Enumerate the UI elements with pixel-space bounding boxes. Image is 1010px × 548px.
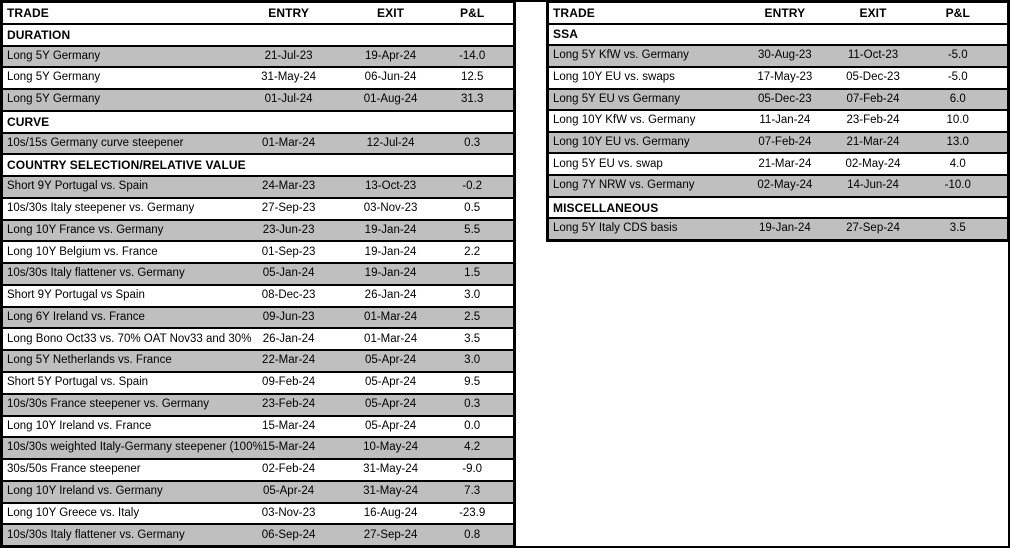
trade-cell: Long 7Y NRW vs. Germany [553, 179, 695, 192]
trade-cell: Long 5Y KfW vs. Germany [553, 49, 689, 62]
trade-cell: Long 5Y Italy CDS basis [553, 222, 678, 235]
trade-cell: Long 10Y Ireland vs. Germany [7, 484, 163, 497]
trade-row [549, 154, 1007, 176]
trade-row [3, 373, 513, 395]
trade-cell: Short 9Y Portugal vs. Spain [7, 180, 149, 193]
trade-row [3, 242, 513, 264]
section-title: COUNTRY SELECTION/RELATIVE VALUE [7, 158, 246, 173]
column-header-exit: EXIT [377, 5, 405, 20]
exit-cell: 19-Apr-24 [365, 49, 417, 62]
exit-cell: 19-Jan-24 [364, 223, 417, 236]
entry-cell: 01-Sep-23 [261, 245, 316, 258]
pnl-cell: 2.2 [464, 245, 481, 258]
trade-row [3, 47, 513, 69]
exit-cell: 26-Jan-24 [364, 289, 417, 302]
pnl-cell: 3.0 [464, 289, 481, 302]
pnl-cell: 2.5 [464, 310, 481, 323]
column-header-trade: TRADE [7, 5, 49, 20]
exit-cell: 07-Feb-24 [846, 92, 900, 105]
entry-cell: 23-Jun-23 [262, 223, 315, 236]
trade-row [549, 46, 1007, 68]
trade-cell: Long 10Y EU vs. Germany [553, 135, 690, 148]
trade-row [3, 68, 513, 90]
trade-row [3, 460, 513, 482]
exit-cell: 21-Mar-24 [846, 135, 900, 148]
section-title: CURVE [7, 114, 50, 129]
pnl-cell: -5.0 [947, 70, 968, 83]
trade-cell: 10s/30s Italy flattener vs. Germany [7, 528, 185, 541]
pnl-cell: 4.0 [949, 157, 966, 170]
exit-cell: 23-Feb-24 [846, 114, 900, 127]
section-header-row [549, 198, 1007, 220]
pnl-cell: 3.0 [464, 354, 481, 367]
trade-row [3, 438, 513, 460]
pnl-cell: -5.0 [947, 49, 968, 62]
exit-cell: 16-Aug-24 [363, 506, 418, 519]
entry-cell: 05-Apr-24 [263, 484, 315, 497]
trade-cell: Long 10Y EU vs. swaps [553, 70, 675, 83]
entry-cell: 19-Jan-24 [758, 222, 811, 235]
trade-row [549, 111, 1007, 133]
entry-cell: 02-May-24 [757, 179, 813, 192]
entry-cell: 26-Jan-24 [262, 332, 315, 345]
entry-cell: 05-Dec-23 [758, 92, 812, 105]
pnl-cell: 3.5 [464, 332, 481, 345]
trade-cell: Long 5Y Netherlands vs. France [7, 354, 172, 367]
pnl-cell: 5.5 [464, 223, 481, 236]
trade-cell: 10s/30s Italy flattener vs. Germany [7, 267, 185, 280]
column-header-entry: ENTRY [268, 5, 309, 20]
trade-row [3, 308, 513, 330]
trade-row [549, 133, 1007, 155]
section-header-row [3, 25, 513, 47]
pnl-cell: 12.5 [460, 71, 484, 84]
trade-cell: Long 10Y KfW vs. Germany [553, 114, 696, 127]
trade-cell: 10s/30s Italy steepener vs. Germany [7, 202, 195, 215]
entry-cell: 06-Sep-24 [261, 528, 316, 541]
trade-cell: Short 5Y Portugal vs. Spain [7, 376, 149, 389]
trade-row [549, 176, 1007, 198]
exit-cell: 01-Aug-24 [363, 93, 418, 106]
pnl-cell: -23.9 [459, 506, 486, 519]
trade-row [3, 504, 513, 526]
pnl-cell: 0.0 [464, 419, 481, 432]
exit-cell: 19-Jan-24 [364, 267, 417, 280]
section-header-row [549, 25, 1007, 47]
column-header-pnl: P&L [460, 5, 485, 20]
trade-cell: 10s/15s Germany curve steepener [7, 136, 184, 149]
pnl-cell: 7.3 [464, 484, 481, 497]
entry-cell: 21-Mar-24 [758, 157, 812, 170]
exit-cell: 05-Apr-24 [365, 397, 417, 410]
trade-cell: Long 10Y Belgium vs. France [7, 245, 158, 258]
exit-cell: 05-Apr-24 [365, 354, 417, 367]
pnl-cell: -10.0 [944, 179, 971, 192]
entry-cell: 08-Dec-23 [261, 289, 316, 302]
pnl-cell: 13.0 [946, 135, 969, 148]
trade-row [3, 417, 513, 439]
trade-cell: 10s/30s weighted Italy-Germany steepener (100% [7, 441, 263, 454]
exit-cell: 05-Dec-23 [846, 70, 900, 83]
exit-cell: 02-May-24 [845, 157, 901, 170]
exit-cell: 31-May-24 [363, 484, 419, 497]
trade-row [3, 286, 513, 308]
pnl-cell: -9.0 [462, 463, 483, 476]
section-title: DURATION [7, 27, 71, 42]
entry-cell: 31-May-24 [261, 71, 317, 84]
exit-cell: 19-Jan-24 [364, 245, 417, 258]
exit-cell: 13-Oct-23 [365, 180, 417, 193]
trade-row [549, 90, 1007, 112]
entry-cell: 30-Aug-23 [757, 49, 812, 62]
entry-cell: 05-Jan-24 [262, 267, 315, 280]
exit-cell: 03-Nov-23 [363, 202, 418, 215]
trade-row [3, 221, 513, 243]
trade-cell: Long 5Y Germany [7, 49, 101, 62]
pnl-cell: -0.2 [462, 180, 483, 193]
trade-row [3, 199, 513, 221]
trade-cell: Long 10Y Greece vs. Italy [7, 506, 140, 519]
entry-cell: 07-Feb-24 [758, 135, 812, 148]
entry-cell: 15-Mar-24 [262, 441, 316, 454]
pnl-cell: 10.0 [946, 114, 969, 127]
trade-row [3, 177, 513, 199]
column-header-entry: ENTRY [764, 5, 806, 20]
exit-cell: 10-May-24 [363, 441, 419, 454]
trade-row [3, 525, 513, 545]
trade-cell: Long 5Y EU vs Germany [553, 92, 680, 105]
entry-cell: 17-May-23 [757, 70, 813, 83]
entry-cell: 21-Jul-23 [264, 49, 313, 62]
trade-cell: Long 5Y Germany [7, 93, 101, 106]
column-header-row [549, 3, 1007, 25]
pnl-cell: 3.5 [949, 222, 966, 235]
pnl-cell: 4.2 [464, 441, 481, 454]
entry-cell: 27-Sep-23 [261, 202, 316, 215]
exit-cell: 01-Mar-24 [364, 310, 418, 323]
trade-cell: Short 9Y Portugal vs Spain [7, 289, 145, 302]
exit-cell: 05-Apr-24 [365, 376, 417, 389]
pnl-cell: 31.3 [460, 93, 484, 106]
exit-cell: 14-Jun-24 [847, 179, 899, 192]
trade-row [3, 134, 513, 156]
entry-cell: 01-Mar-24 [262, 136, 316, 149]
pnl-cell: 1.5 [464, 267, 481, 280]
pnl-cell: 0.8 [464, 528, 481, 541]
trade-row [3, 264, 513, 286]
trade-row [3, 90, 513, 112]
pnl-cell: 6.0 [949, 92, 966, 105]
exit-cell: 11-Oct-23 [847, 49, 899, 62]
entry-cell: 03-Nov-23 [261, 506, 316, 519]
exit-cell: 27-Sep-24 [846, 222, 900, 235]
trade-row [549, 68, 1007, 90]
trade-row [549, 219, 1007, 239]
exit-cell: 06-Jun-24 [364, 71, 417, 84]
trade-row [3, 329, 513, 351]
trade-cell: Long 10Y Ireland vs. France [7, 419, 152, 432]
entry-cell: 01-Jul-24 [264, 93, 313, 106]
trade-cell: Long 10Y France vs. Germany [7, 223, 164, 236]
trades-table-right [546, 0, 1010, 242]
exit-cell: 05-Apr-24 [365, 419, 417, 432]
pnl-cell: 0.5 [464, 202, 481, 215]
section-header-row [3, 112, 513, 134]
trade-cell: 10s/30s France steepener vs. Germany [7, 397, 209, 410]
column-header-exit: EXIT [859, 5, 887, 20]
entry-cell: 02-Feb-24 [262, 463, 316, 476]
entry-cell: 11-Jan-24 [759, 114, 811, 127]
trade-row [3, 482, 513, 504]
pnl-cell: 9.5 [464, 376, 481, 389]
pnl-cell: 0.3 [464, 136, 481, 149]
section-title: SSA [553, 27, 578, 42]
trade-cell: 30s/50s France steepener [7, 463, 141, 476]
trade-cell: Long 5Y EU vs. swap [553, 157, 663, 170]
pnl-cell: 0.3 [464, 397, 481, 410]
entry-cell: 22-Mar-24 [262, 354, 316, 367]
pnl-cell: -14.0 [459, 49, 486, 62]
trade-row [3, 395, 513, 417]
exit-cell: 01-Mar-24 [364, 332, 418, 345]
trade-row [3, 351, 513, 373]
column-header-row [3, 3, 513, 25]
entry-cell: 15-Mar-24 [262, 419, 316, 432]
section-title: MISCELLANEOUS [553, 200, 659, 215]
entry-cell: 24-Mar-23 [262, 180, 316, 193]
entry-cell: 23-Feb-24 [262, 397, 316, 410]
entry-cell: 09-Jun-23 [262, 310, 315, 323]
trade-cell: Long 6Y Ireland vs. France [7, 310, 145, 323]
exit-cell: 31-May-24 [363, 463, 419, 476]
column-header-trade: TRADE [553, 5, 595, 20]
entry-cell: 09-Feb-24 [262, 376, 316, 389]
column-header-pnl: P&L [945, 5, 970, 20]
exit-cell: 12-Jul-24 [366, 136, 415, 149]
trade-cell: Long 5Y Germany [7, 71, 101, 84]
exit-cell: 27-Sep-24 [363, 528, 418, 541]
trade-cell: Long Bono Oct33 vs. 70% OAT Nov33 and 30% [7, 332, 252, 345]
section-header-row [3, 155, 513, 177]
